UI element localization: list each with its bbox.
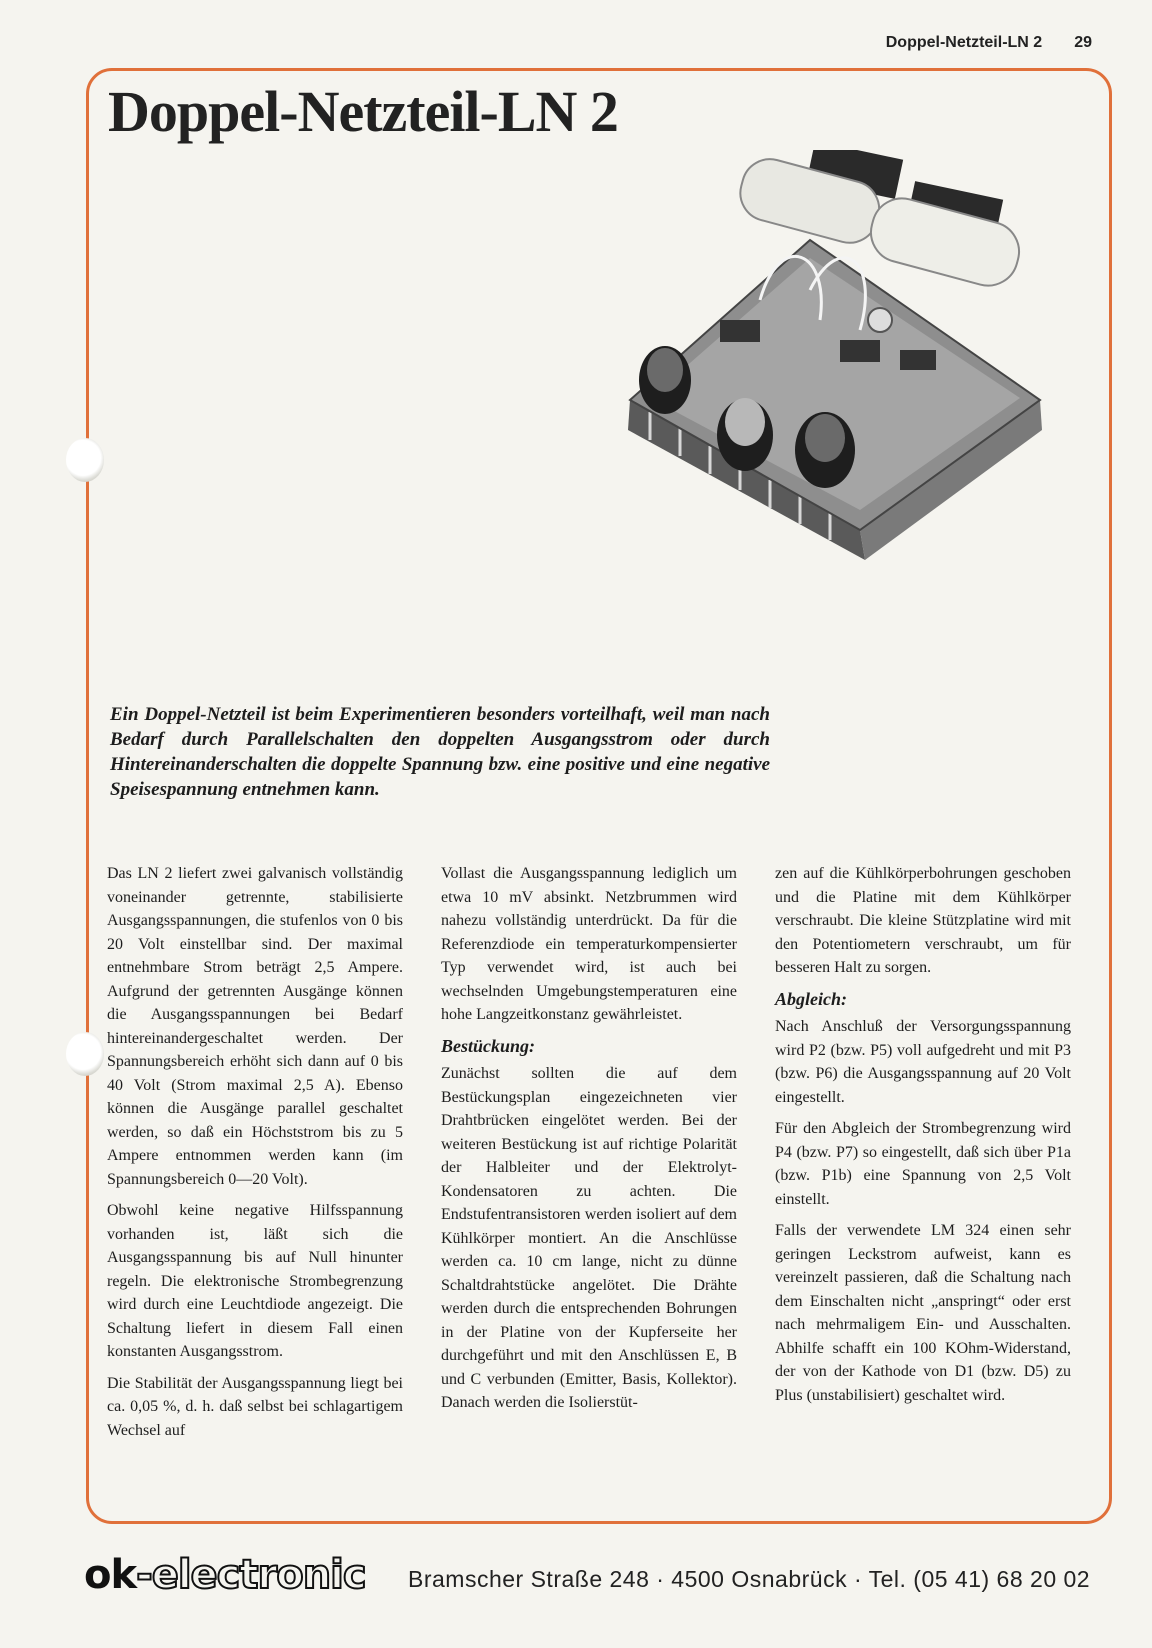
column-3 [775, 862, 1071, 1450]
company-logo [84, 1552, 366, 1598]
section-heading-abgleich: Abgleich: [775, 988, 847, 1009]
body-columns [107, 862, 1071, 1450]
company-address: Bramscher Straße 248 · 4500 Osnabrück · Tel. (05 41) 68 20 02 [408, 1566, 1091, 1592]
column-1 [107, 862, 403, 1450]
paragraph: Vollast die Ausgangsspannung lediglich um etwa 10 mV absinkt. Netzbrummen wird nahezu vollständig unterdrückt. Da für die Referenzdiode ein temperaturkompensierter Typ verwendet wird, ist auch bei wechselnden Umgebungstemperaturen eine hohe Langzeitkonstanz gewährleistet. [441, 865, 737, 1023]
paragraph: Zunächst sollten die auf dem Bestückungsplan eingezeichneten vier Drahtbrücken eingelötet werden. Bei der weiteren Bestückung ist auf richtige Polarität der Halbleiter und der Elektrolyt-Kondensatoren zu achten. Die Endstufentransistoren werden isoliert auf dem Kühlkörper montiert. An die Anschlüsse werden ca. 10 cm lange, nicht zu dünne Schaltdrahtstücke angelötet. Die Drähte werden durch die entsprechenden Bohrungen in der Platine von der Kupferseite her durchgeführt und mit den Anschlüssen E, B und C verbunden (Emitter, Basis, Kollektor). Danach werden die Isolierstüt- [441, 1065, 737, 1411]
paragraph: Das LN 2 liefert zwei galvanisch vollständig voneinander getrennte, stabilisierte Ausgangsspannungen, die stufenlos von 0 bis 20 Volt einstellbar sind. Der maximal entnehmbare Strom beträgt 2,5 Ampere. Aufgrund der getrennten Ausgänge können die Ausgangsspannungen bei Bedarf hintereinandergeschaltet werden. Der Spannungsbereich erhöht sich dann auf 0 bis 40 Volt (Strom maximal 2,5 A). Ebenso können die Ausgänge parallel geschaltet werden, so daß ein Höchststrom bis zu 5 Ampere entnommen werden kann (im Spannungsbereich 0—20 Volt). [107, 865, 403, 1188]
section-heading-bestueckung: Bestückung: [441, 1035, 536, 1056]
paragraph: Nach Anschluß der Versorgungsspannung wird P2 (bzw. P5) voll aufgedreht und mit P3 (bzw. P6) die Ausgangsspannung auf 20 Volt eingestellt. [775, 1018, 1071, 1106]
logo-suffix: -electronic [136, 1552, 366, 1598]
article-title: Doppel-Netzteil-LN 2 [108, 79, 618, 144]
punch-hole-lower [66, 1032, 104, 1076]
logo-prefix: ok [84, 1552, 137, 1598]
punch-hole-upper [66, 438, 104, 482]
paragraph: Die Stabilität der Ausgangsspannung liegt bei ca. 0,05 %, d. h. daß selbst bei schlagartigem Wechsel auf [107, 1374, 403, 1439]
intro-paragraph: Ein Doppel-Netzteil ist beim Experimentieren besonders vorteilhaft, weil man nach Bedarf durch Parallelschalten den doppelten Ausgangsstrom oder durch Hintereinanderschalten die doppelte Spannung bzw. eine positive und eine negative Speisespannung entnehmen kann. [110, 704, 770, 800]
product-photo [610, 150, 1070, 580]
page-number: 29 [1074, 34, 1092, 51]
paragraph: Obwohl keine negative Hilfsspannung vorhanden ist, läßt sich die Ausgangsspannung bis auf Null hinunter regeln. Die elektronische Strombegrenzung wird durch eine Leuchtdiode angezeigt. Die Schaltung liefert in diesem Fall einen konstanten Ausgangsstrom. [107, 1202, 403, 1360]
running-title: Doppel-Netzteil-LN 2 [885, 34, 1043, 51]
paragraph: Falls der verwendete LM 324 einen sehr geringen Leckstrom aufweist, kann es vereinzelt passieren, daß die Schaltung nach dem Einschalten nicht „anspringt“ oder erst nach mehrmaligem Ein- und Ausschalten. Abhilfe schafft ein 100 KOhm-Widerstand, der von der Kathode von D1 (bzw. D5) zu Plus (unstabilisiert) geschaltet wird. [775, 1222, 1071, 1404]
paragraph: Für den Abgleich der Strombegrenzung wird P4 (bzw. P7) so eingestellt, daß sich über P1a (bzw. P1b) eine Spannung von 2,5 Volt einstellt. [775, 1120, 1071, 1208]
column-2 [441, 862, 737, 1450]
running-header [886, 34, 1092, 52]
paragraph: zen auf die Kühlkörperbohrungen geschoben und die Platine mit dem Kühlkörper verschraubt. Die kleine Stützplatine wird mit den Potentiometern verschraubt, um für besseren Halt zu sorgen. [775, 865, 1071, 976]
